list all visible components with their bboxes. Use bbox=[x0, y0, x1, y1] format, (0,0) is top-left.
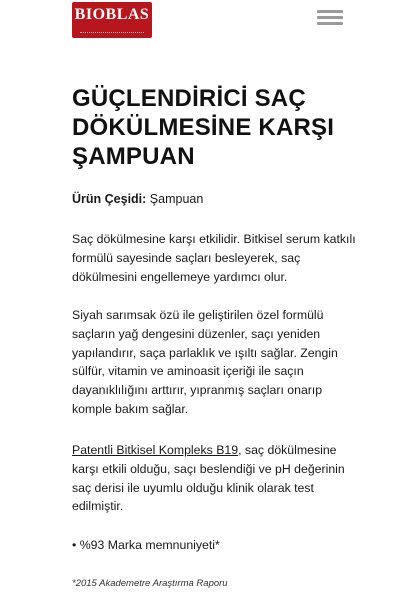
logo-text: BIOBLAS bbox=[74, 6, 150, 23]
bioblas-logo[interactable] bbox=[72, 2, 152, 38]
satisfaction-bullet: • %93 Marka memnuniyeti* bbox=[72, 538, 220, 552]
hamburger-menu-icon[interactable] bbox=[317, 8, 343, 28]
footnote: *2015 Akademetre Araştırma Raporu bbox=[72, 578, 228, 589]
site-header bbox=[0, 0, 418, 40]
patent-complex-link[interactable]: Patentli Bitkisel Kompleks B19 bbox=[72, 443, 239, 457]
description-paragraph-3 bbox=[72, 441, 362, 516]
product-title: GÜÇLENDİRİCİ SAÇ DÖKÜLMESİNE KARŞI ŞAMPUAN bbox=[72, 85, 335, 170]
menu-bar bbox=[317, 10, 343, 13]
product-type-label: Ürün Çeşidi: bbox=[72, 192, 147, 206]
menu-bar bbox=[317, 22, 343, 25]
logo-tagline-decoration bbox=[80, 26, 144, 33]
description-paragraph-2: Siyah sarımsak özü ile geliştirilen özel formülü saçların yağ dengesini düzenler, saçı yeniden yapılandırır, saça parlaklık ve ışıltı sağlar. Zengin sülfür, vitamin ve aminoasit içeriği ile saçın dayanıklılığını arttırır, yıpranmış saçları onarıp komple bakım sağlar. bbox=[72, 308, 338, 416]
product-type-value: Şampuan bbox=[146, 192, 204, 206]
product-type bbox=[72, 192, 203, 206]
menu-bar bbox=[317, 16, 343, 19]
description-paragraph-1: Saç dökülmesine karşı etkilidir. Bitkisel serum katkılı formülü sayesinde saçları besleyerek, saç dökülmesini engellemeye yardımcı olur. bbox=[72, 232, 356, 284]
paragraph-3-text: , saç dökülmesine karşı etkili olduğu, saçı beslendiği ve pH değerinin saç derisi ile uyumlu olduğu klinik olarak test edilmiştir. bbox=[72, 443, 345, 514]
